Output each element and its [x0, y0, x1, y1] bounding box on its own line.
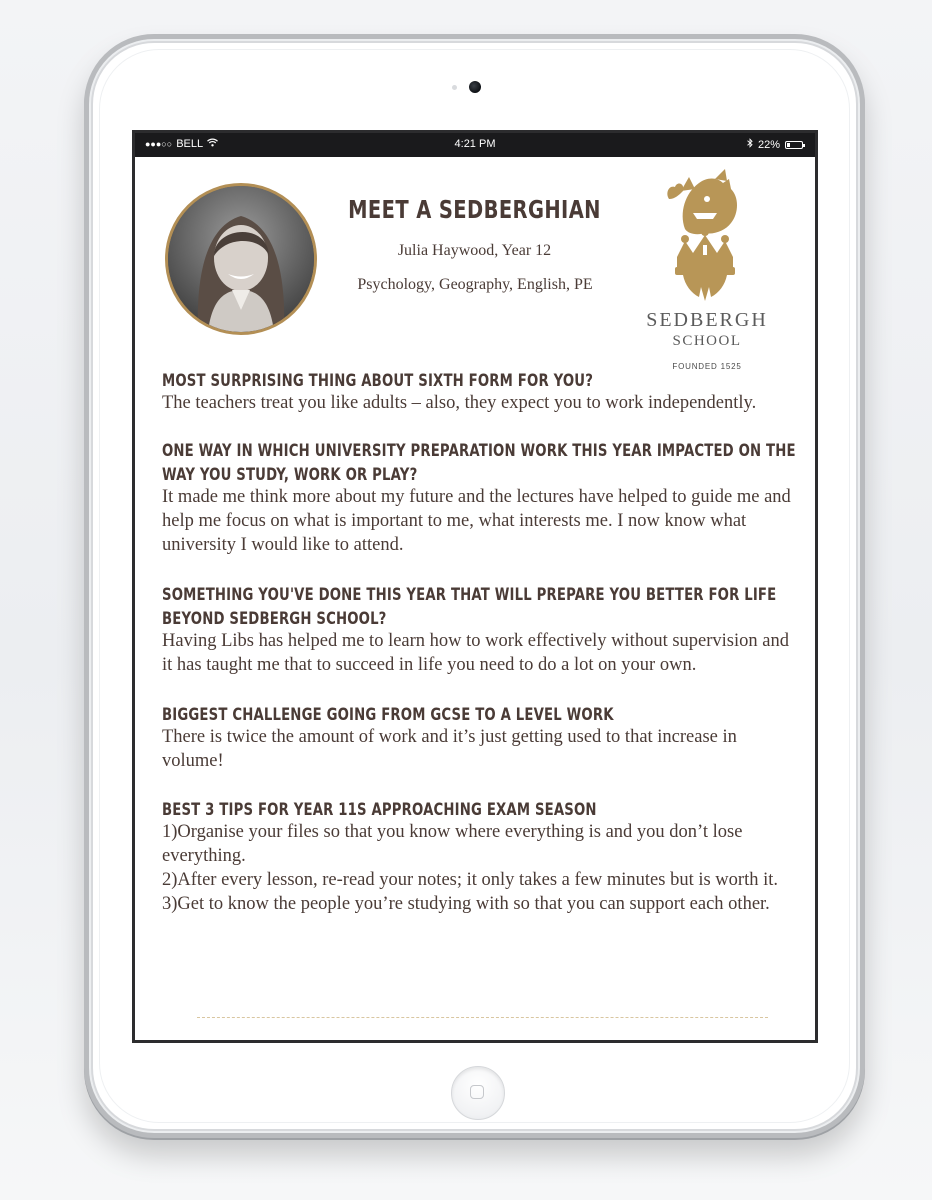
question-heading: ONE WAY IN WHICH UNIVERSITY PREPARATION WORK THIS YEAR IMPACTED ON THE WAY YOU STUDY, WORK OR PLAY? [162, 441, 796, 485]
answer-text: The teachers treat you like adults – also, they expect you to work independently. [162, 393, 757, 413]
qa-block [162, 798, 802, 916]
screen [132, 130, 818, 1043]
question-heading: BEST 3 TIPS FOR YEAR 11S APPROACHING EXAM SEASON [162, 800, 597, 820]
student-photo [165, 183, 317, 335]
tips-list [162, 820, 802, 916]
answer-text: There is twice the amount of work and it’s just getting used to that increase in volume! [162, 727, 737, 771]
qa-block [162, 583, 802, 677]
qa-block [162, 439, 802, 557]
tip-item: 2)After every lesson, re-read your notes; it only takes a few minutes but is worth it. [162, 870, 778, 890]
answer-text: Having Libs has helped me to learn how to work effectively without supervision and it has taught me that to succeed in life you need to do a lot on your own. [162, 631, 789, 675]
qa-block [162, 369, 802, 415]
battery-fill [787, 143, 790, 147]
answer-text: It made me think more about my future and the lectures have helped to guide me and help me focus on what is important to me, what interests me. I now know what university I would like to attend. [162, 487, 791, 555]
tip-item: 3)Get to know the people you’re studying with so that you can support each other. [162, 894, 770, 914]
school-name: SEDBERGH [646, 309, 768, 331]
home-button[interactable] [451, 1066, 505, 1120]
home-square-icon [470, 1085, 484, 1099]
tip-item: 1)Organise your files so that you know where everything is and you don’t lose everything. [162, 822, 743, 866]
battery-percent: 22% [757, 138, 780, 151]
page-title: MEET A SEDBERGHIAN [348, 195, 601, 224]
status-time: 4:21 PM [454, 138, 496, 150]
question-heading: BIGGEST CHALLENGE GOING FROM GCSE TO A LEVEL WORK [162, 705, 614, 725]
bluetooth-icon [747, 138, 753, 151]
footer-divider [197, 1017, 768, 1018]
sedbergh-crest-logo [655, 169, 755, 309]
student-subjects: Psychology, Geography, English, PE [357, 276, 593, 293]
battery-icon [785, 141, 803, 149]
question-heading: MOST SURPRISING THING ABOUT SIXTH FORM FOR YOU? [162, 371, 594, 391]
student-name: Julia Haywood, Year 12 [397, 242, 552, 259]
qa-block [162, 703, 802, 773]
school-subtitle: SCHOOL [672, 333, 742, 349]
question-heading: SOMETHING YOU'VE DONE THIS YEAR THAT WILL PREPARE YOU BETTER FOR LIFE BEYOND SEDBERGH SCHOOL? [162, 585, 777, 629]
proximity-sensor [452, 85, 457, 90]
carrier-label: BELL [176, 138, 204, 150]
school-founded: FOUNDED 1525 [672, 362, 742, 371]
signal-strength-icon: ●●●○○ [145, 139, 173, 149]
status-bar [135, 133, 815, 157]
status-right [747, 138, 803, 151]
camera-icon [469, 81, 481, 93]
